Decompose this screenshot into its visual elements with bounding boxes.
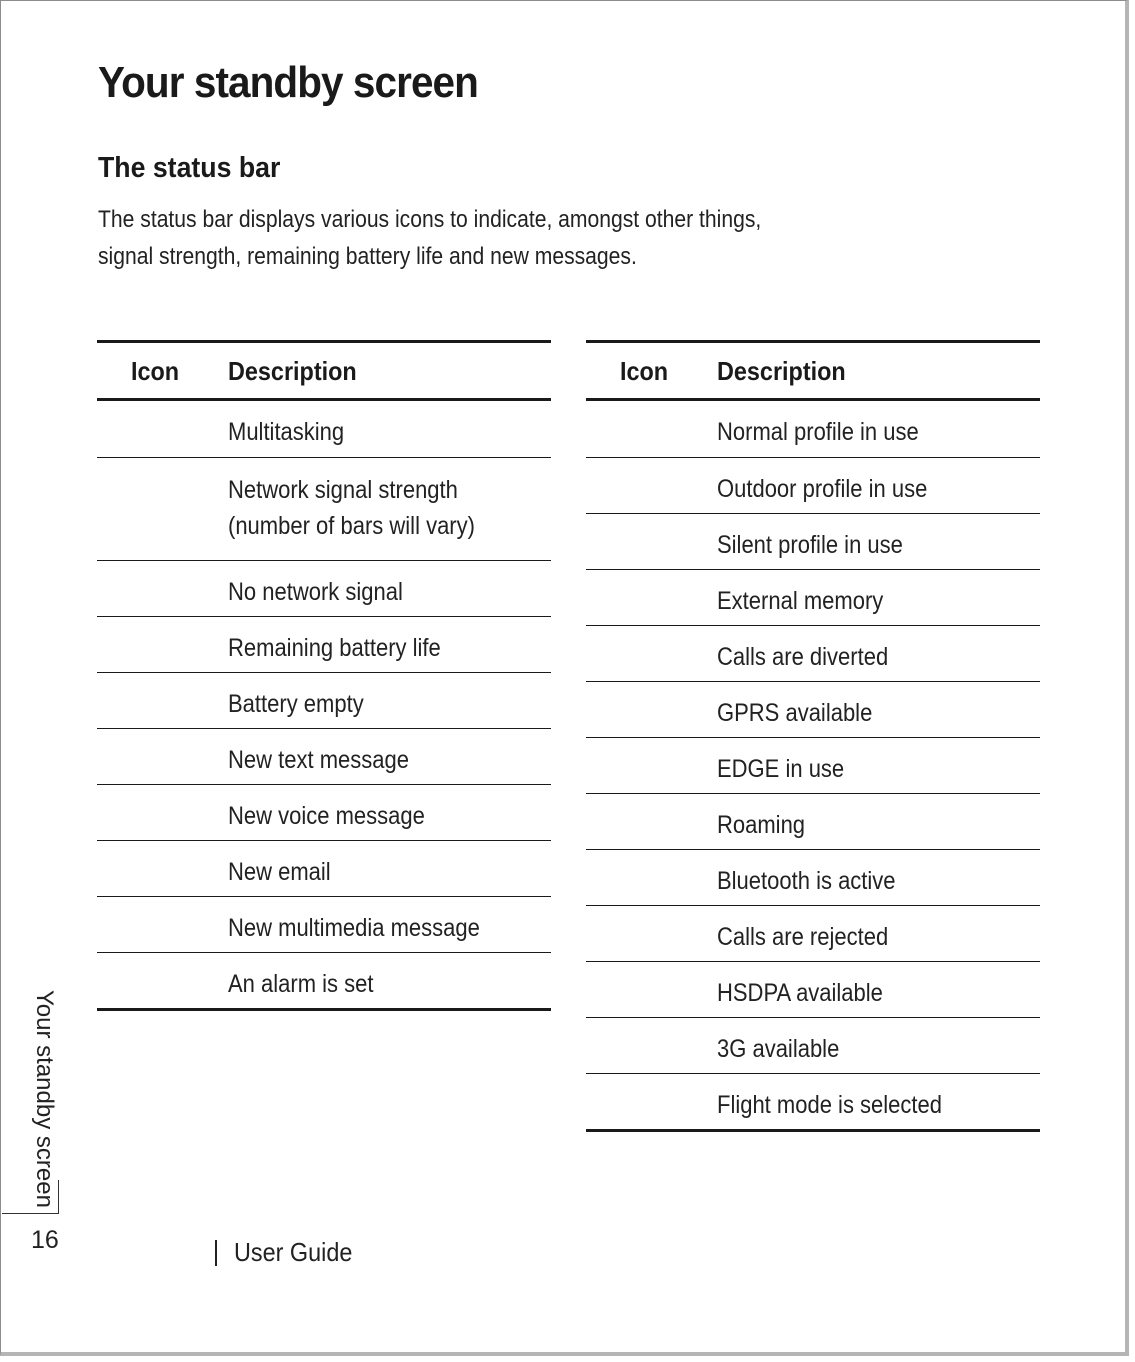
table-row <box>586 849 1040 905</box>
hsdpa-icon <box>616 972 676 1006</box>
call-reject-icon <box>616 916 676 950</box>
table-row <box>97 896 551 952</box>
page-number: 16 <box>31 1226 59 1254</box>
side-divider <box>2 1213 59 1214</box>
battery-icon <box>127 627 187 661</box>
table-row <box>586 1017 1040 1073</box>
row-description-line-2: (number of bars will vary) <box>228 512 475 540</box>
row-description: Multitasking <box>228 418 345 446</box>
bluetooth-icon <box>616 860 676 894</box>
silent-profile-icon <box>616 524 676 558</box>
row-description: 3G available <box>717 1035 840 1063</box>
table-header <box>97 343 551 401</box>
signal-strength-icon <box>127 468 187 502</box>
row-description: New text message <box>228 746 409 774</box>
table-row <box>586 625 1040 681</box>
text-message-icon <box>127 739 187 773</box>
header-icon: Icon <box>620 356 669 386</box>
side-section-label: Your standby screen <box>31 990 58 1208</box>
table-row <box>586 961 1040 1017</box>
page-title: Your standby screen <box>98 58 478 107</box>
status-icons-table-left <box>97 340 551 1011</box>
table-row <box>97 457 551 560</box>
email-icon <box>127 851 187 885</box>
row-description: No network signal <box>228 578 403 606</box>
header-icon: Icon <box>131 356 180 386</box>
row-description: Calls are diverted <box>717 643 889 671</box>
row-description: Remaining battery life <box>228 634 441 662</box>
intro-line-2: signal strength, remaining battery life and new messages. <box>98 243 637 270</box>
header-description: Description <box>717 356 846 386</box>
table-row <box>586 737 1040 793</box>
row-description: Roaming <box>717 811 806 839</box>
multitasking-icon <box>127 411 187 445</box>
table-row <box>586 457 1040 513</box>
row-description <box>228 472 475 544</box>
footer-separator <box>215 1240 217 1266</box>
row-description: New voice message <box>228 802 425 830</box>
table-row <box>97 840 551 896</box>
no-signal-icon <box>127 571 187 605</box>
table-row <box>97 560 551 616</box>
row-description: New email <box>228 858 331 886</box>
table-body <box>97 401 551 1008</box>
table-row <box>586 681 1040 737</box>
flight-mode-icon <box>616 1084 676 1118</box>
row-description: New multimedia message <box>228 914 480 942</box>
section-title: The status bar <box>98 152 281 184</box>
row-description: Outdoor profile in use <box>717 475 928 503</box>
outdoor-profile-icon <box>616 468 676 502</box>
roaming-icon <box>616 804 676 838</box>
battery-empty-icon <box>127 683 187 717</box>
table-row <box>586 569 1040 625</box>
table-header <box>586 343 1040 401</box>
status-icons-table-right <box>586 340 1040 1132</box>
table-row <box>586 793 1040 849</box>
normal-profile-icon <box>616 411 676 445</box>
row-description: Flight mode is selected <box>717 1091 943 1119</box>
table-body <box>586 401 1040 1129</box>
row-description: Normal profile in use <box>717 418 919 446</box>
row-description: External memory <box>717 587 884 615</box>
table-row <box>97 952 551 1008</box>
table-row <box>586 513 1040 569</box>
row-description: HSDPA available <box>717 979 883 1007</box>
row-description: Silent profile in use <box>717 531 903 559</box>
gprs-icon <box>616 692 676 726</box>
header-description: Description <box>228 356 357 386</box>
table-row <box>97 728 551 784</box>
table-row <box>97 784 551 840</box>
row-description: GPRS available <box>717 699 873 727</box>
row-description-line-1: Network signal strength <box>228 476 458 504</box>
table-row <box>586 1073 1040 1129</box>
row-description: Bluetooth is active <box>717 867 896 895</box>
table-row <box>586 401 1040 457</box>
intro-line-1: The status bar displays various icons to indicate, amongst other things, <box>98 206 762 233</box>
voice-message-icon <box>127 795 187 829</box>
row-description: An alarm is set <box>228 970 374 998</box>
table-row <box>97 672 551 728</box>
multimedia-message-icon <box>127 907 187 941</box>
table-row <box>97 616 551 672</box>
alarm-icon <box>127 963 187 997</box>
call-divert-icon <box>616 636 676 670</box>
3g-icon <box>616 1028 676 1062</box>
table-row <box>586 905 1040 961</box>
side-divider-vertical <box>58 1180 59 1214</box>
edge-icon <box>616 748 676 782</box>
intro-paragraph <box>98 201 761 275</box>
footer-text: User Guide <box>234 1237 353 1267</box>
row-description: Calls are rejected <box>717 923 889 951</box>
table-row <box>97 401 551 457</box>
external-memory-icon <box>616 580 676 614</box>
row-description: EDGE in use <box>717 755 845 783</box>
row-description: Battery empty <box>228 690 364 718</box>
